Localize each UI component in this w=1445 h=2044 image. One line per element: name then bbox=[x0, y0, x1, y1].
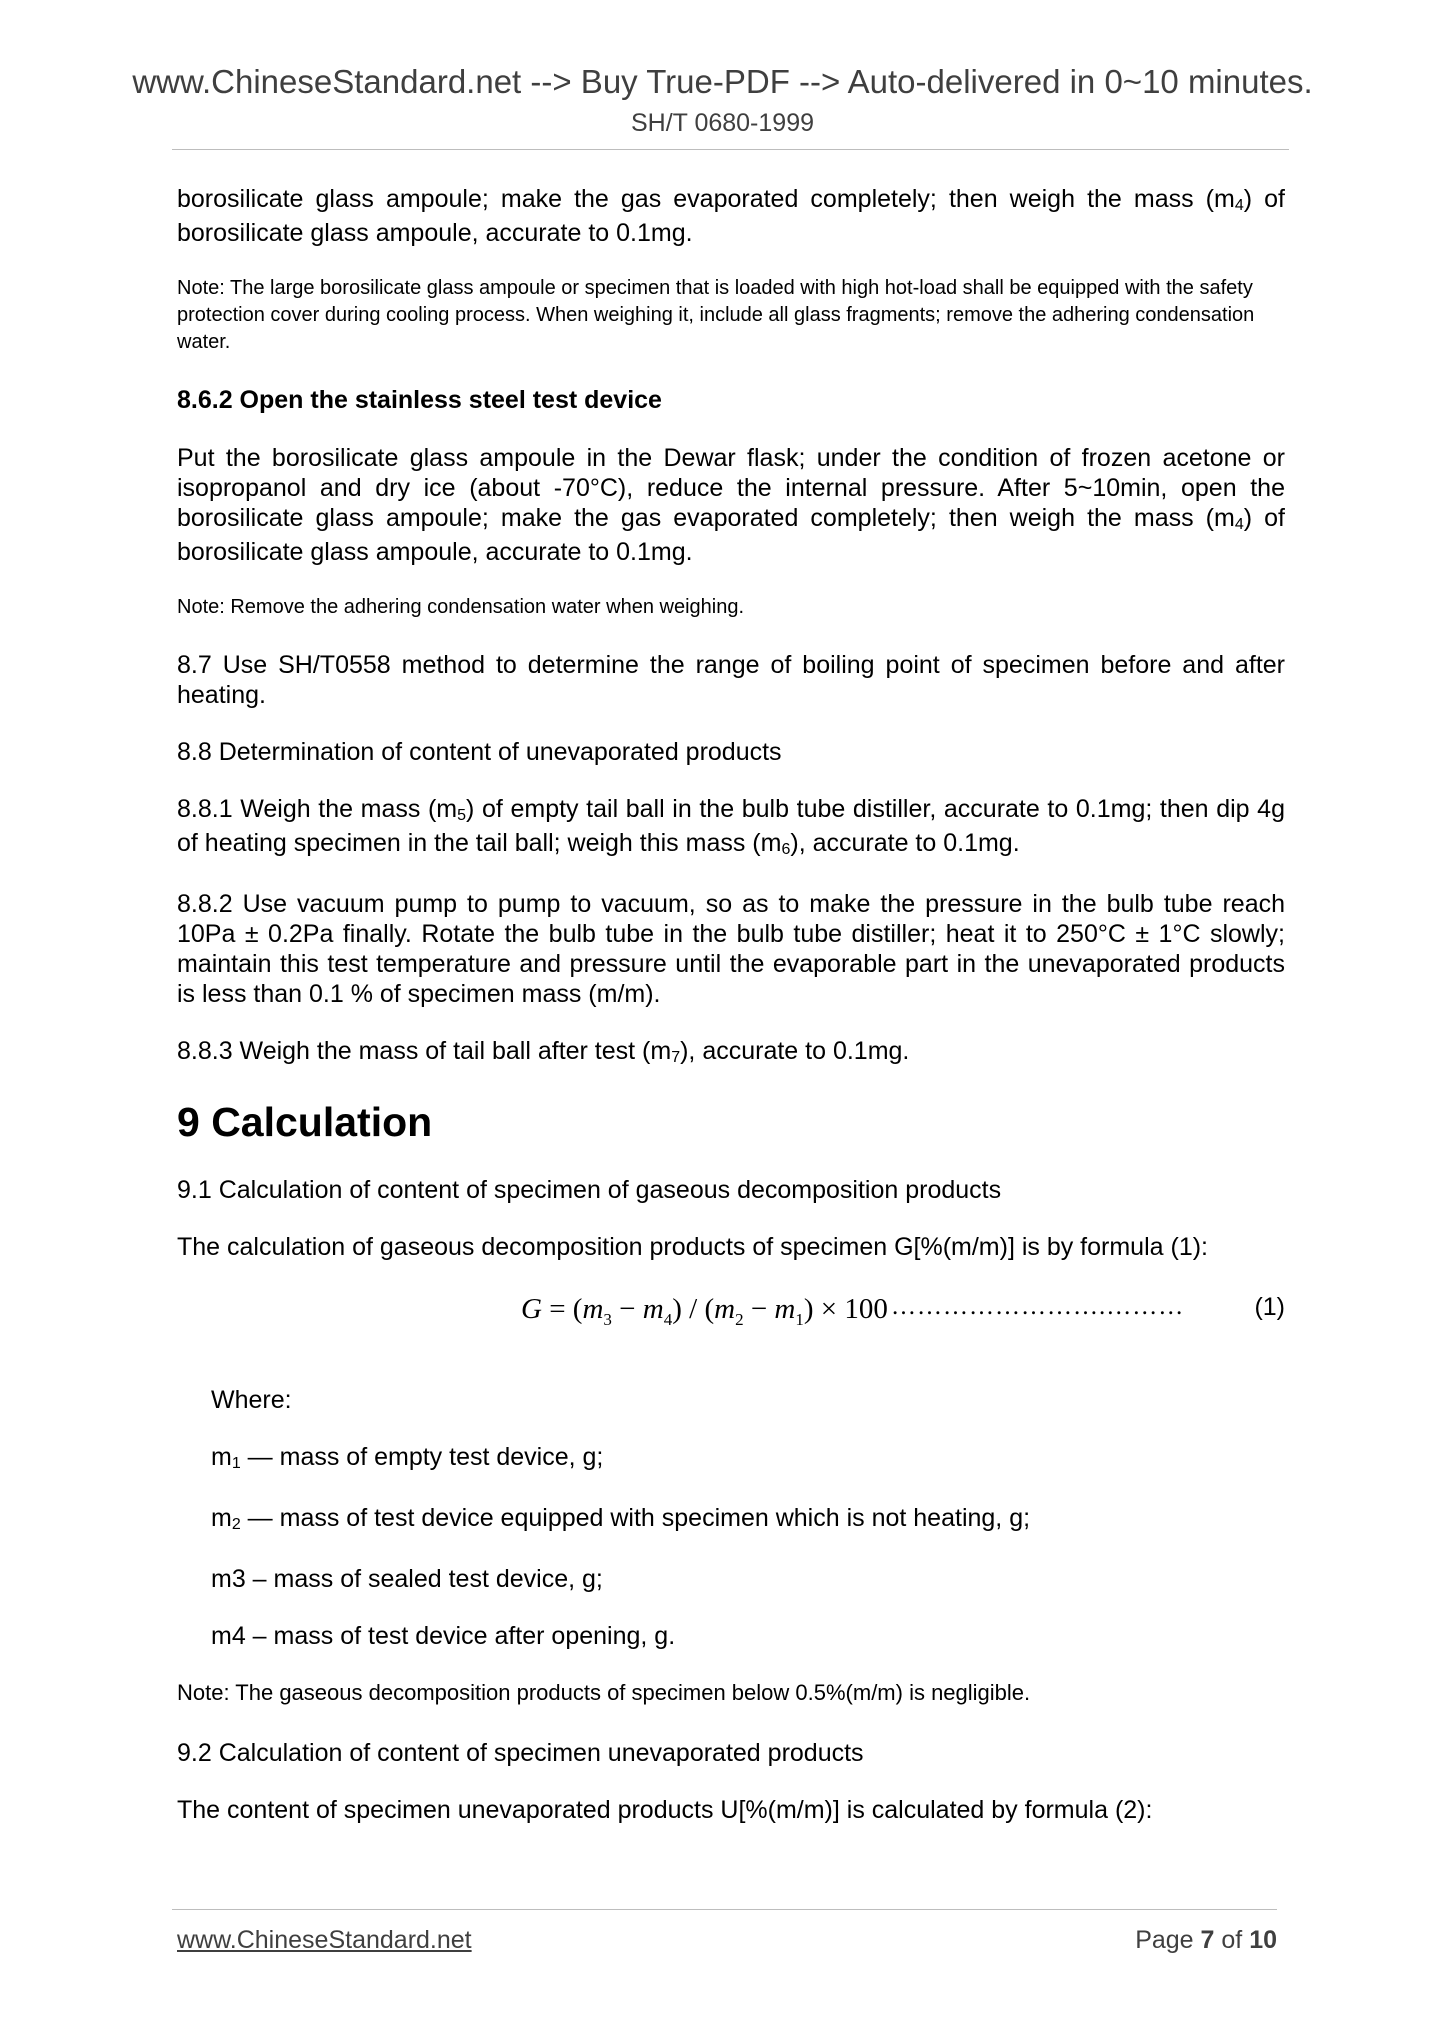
page-number: Page 7 of 10 bbox=[1135, 1926, 1277, 1954]
paragraph-9-1: 9.1 Calculation of content of specimen of gaseous decomposition products bbox=[177, 1176, 1002, 1204]
paragraph-9-1-intro: The calculation of gaseous decomposition products of specimen G[%(m/m)] is by formula (1): bbox=[177, 1233, 1208, 1261]
section-9-heading: 9 Calculation bbox=[177, 1099, 433, 1145]
heading-8-6-2: 8.6.2 Open the stainless steel test device bbox=[177, 386, 662, 414]
formula-1 bbox=[177, 1289, 1285, 1341]
header-banner: www.ChineseStandard.net --> Buy True-PDF --> Auto-delivered in 0~10 minutes. bbox=[132, 63, 1313, 100]
paragraph-8-7: 8.7 Use SH/T0558 method to determine the range of boiling point of specimen before and after heating. bbox=[177, 651, 1285, 709]
note-condensation: Note: Remove the adhering condensation water when weighing. bbox=[177, 596, 745, 618]
paragraph-9-2-intro: The content of specimen unevaporated products U[%(m/m)] is calculated by formula (2): bbox=[177, 1796, 1153, 1824]
paragraph-9-2: 9.2 Calculation of content of specimen unevaporated products bbox=[177, 1739, 864, 1767]
formula-1-expression: $G = (m_3 - m_4) / (m_2 - m_1) \times 100$ bbox=[521, 1293, 888, 1329]
paragraph-8-8: 8.8 Determination of content of unevaporated products bbox=[177, 738, 782, 766]
document-body bbox=[177, 184, 1285, 1852]
definition-m3: m3 – mass of sealed test device, g; bbox=[211, 1565, 603, 1593]
paragraph-ampoule-weigh: borosilicate glass ampoule; make the gas evaporated completely; then weigh the mass (m4) of borosilicate glass ampoule, accurate to 0.1mg. bbox=[177, 185, 1285, 247]
formula-1-number: (1) bbox=[1254, 1293, 1285, 1321]
definition-m2: m2 — mass of test device equipped with specimen which is not heating, g; bbox=[211, 1504, 1031, 1533]
formula-1-leader: …………………….……… bbox=[891, 1293, 1185, 1320]
definition-m4: m4 – mass of test device after opening, g. bbox=[211, 1622, 676, 1650]
paragraph-8-8-3: 8.8.3 Weigh the mass of tail ball after test (m7), accurate to 0.1mg. bbox=[177, 1037, 910, 1066]
note-safety-cover: Note: The large borosilicate glass ampoule or specimen that is loaded with high hot-load shall be equipped with the safety protection cover during cooling process. When weighing it, include all glass fragments; remove the adhering condensation water. bbox=[177, 277, 1255, 353]
page-header bbox=[0, 62, 1445, 140]
footer-divider bbox=[172, 1909, 1277, 1910]
where-label: Where: bbox=[211, 1386, 292, 1414]
paragraph-8-8-2: 8.8.2 Use vacuum pump to pump to vacuum, so as to make the pressure in the bulb tube reach 10Pa ± 0.2Pa finally. Rotate the bulb tube in the bulb tube distiller; heat it to 250°C ± 1°C slowly; maintain this test temperature and pressure until the evaporable part in the unevaporated products is less than 0.1 % of specimen mass (m/m). bbox=[177, 890, 1285, 1008]
note-negligible: Note: The gaseous decomposition products of specimen below 0.5%(m/m) is negligible. bbox=[177, 1680, 1031, 1705]
definition-m1: m1 — mass of empty test device, g; bbox=[211, 1443, 604, 1472]
paragraph-dewar-flask: Put the borosilicate glass ampoule in the Dewar flask; under the condition of frozen acetone or isopropanol and dry ice (about -70°C), reduce the internal pressure. After 5~10min, open the borosilicate glass ampoule; make the gas evaporated completely; then weigh the mass (m4) of borosilicate glass ampoule, accurate to 0.1mg. bbox=[177, 444, 1285, 566]
standard-code: SH/T 0680-1999 bbox=[631, 109, 814, 137]
footer-website-link[interactable]: www.ChineseStandard.net bbox=[177, 1926, 472, 1954]
paragraph-8-8-1: 8.8.1 Weigh the mass (m5) of empty tail ball in the bulb tube distiller, accurate to 0.1mg; then dip 4g of heating specimen in the tail ball; weigh this mass (m6), accurate to 0.1mg. bbox=[177, 795, 1285, 858]
header-divider bbox=[172, 149, 1289, 150]
